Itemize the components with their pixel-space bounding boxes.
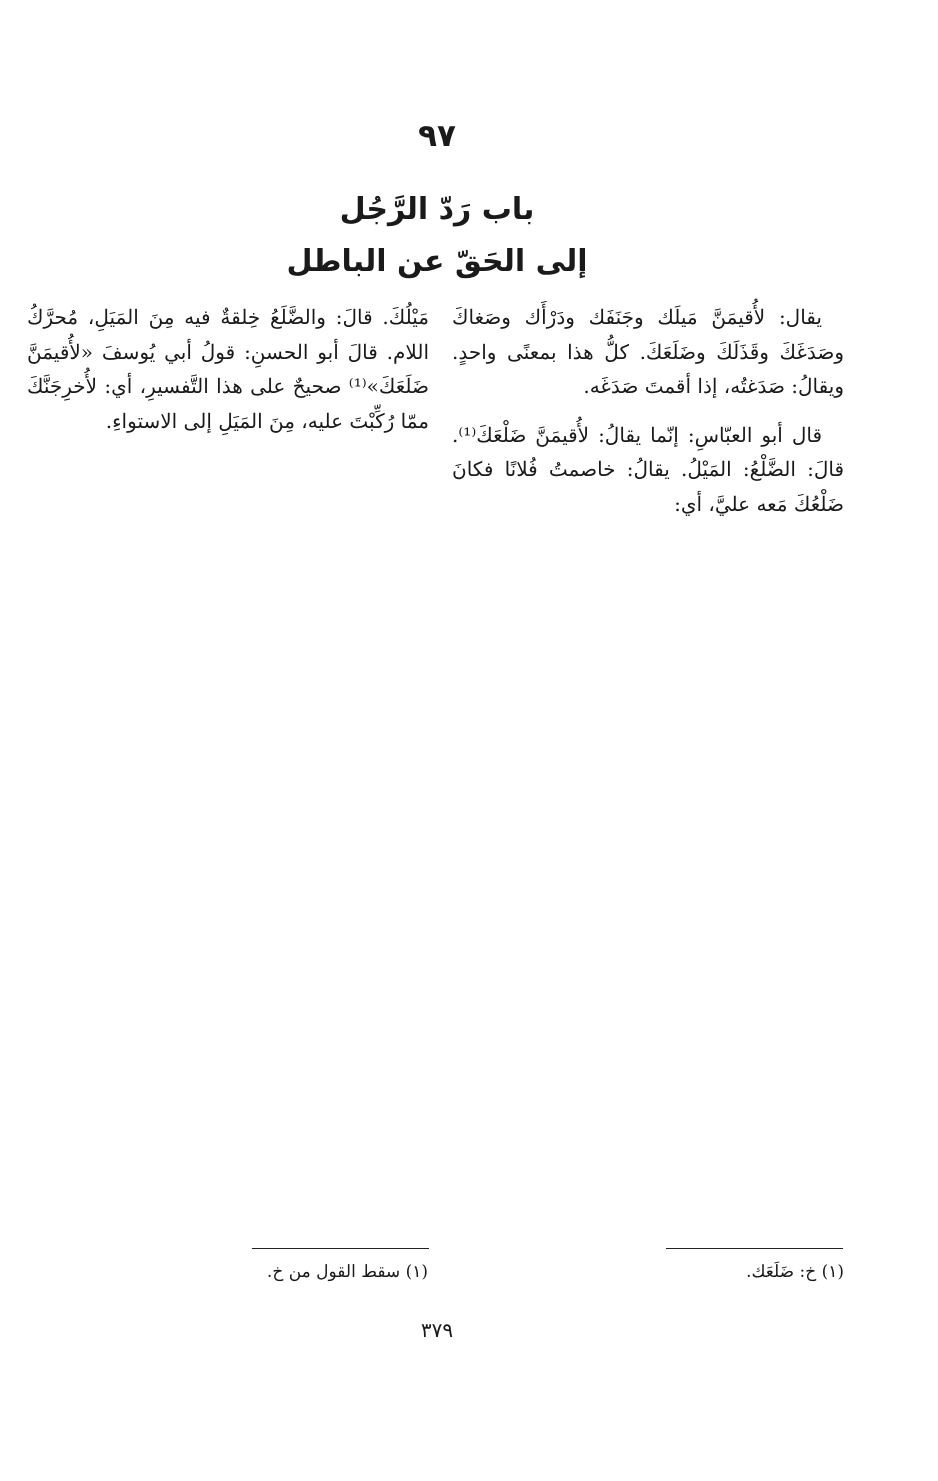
page-number: ٣٧٩ <box>420 1318 454 1342</box>
paragraph: يقال: لأُقيمَنَّ مَيلَك وجَنَفَك ودَرْأَك وصَغاكَ وصَدَغَكَ وقَذَلَكَ وضَلَعَكَ. كلُّ هذا بمعنًى واحدٍ. ويقالُ: صَدَغتُه، إذا أقمتَ صَدَغَه. <box>452 305 844 398</box>
footnote-divider-left <box>252 1248 429 1249</box>
text-column-right <box>452 300 844 521</box>
footnote-left: (١) سقط القول من خ. <box>266 1262 428 1282</box>
chapter-title-line-1: باب رَدّ الرَّجُل <box>339 192 535 227</box>
paragraph: قال أبو العبّاسِ: إنّما يقالُ: لأُقيمَنَّ ضَلْعَكَ⁽¹⁾. قالَ: الضَّلْعُ: المَيْلُ. يقالُ: خاصمتُ فُلانًا فكانَ ضَلْعُكَ مَعه عليَّ، أي: <box>452 422 844 516</box>
chapter-title-line-2: إلى الحَقّ عن الباطل <box>286 244 588 279</box>
footnote-divider-right <box>666 1248 843 1249</box>
text-column-left <box>27 300 429 438</box>
footnote-right: (١) خ: ضَلَعَك. <box>746 1262 844 1282</box>
chapter-number: ٩٧ <box>418 118 456 154</box>
paragraph: مَيْلُكَ. قالَ: والضَّلَعُ خِلقةٌ فيه مِنَ المَيَلِ، مُحرَّكُ اللام. قالَ أبو الحسنِ: قولُ أبي يُوسفَ «لأُقيمَنَّ ضَلَعَكَ»⁽¹⁾ صحيحٌ على هذا التَّفسيرِ، أي: لأُخرِجَنَّكَ ممّا رُكِّبْتَ عليه، مِنَ المَيَلِ إلى الاستواءِ. <box>27 305 429 433</box>
